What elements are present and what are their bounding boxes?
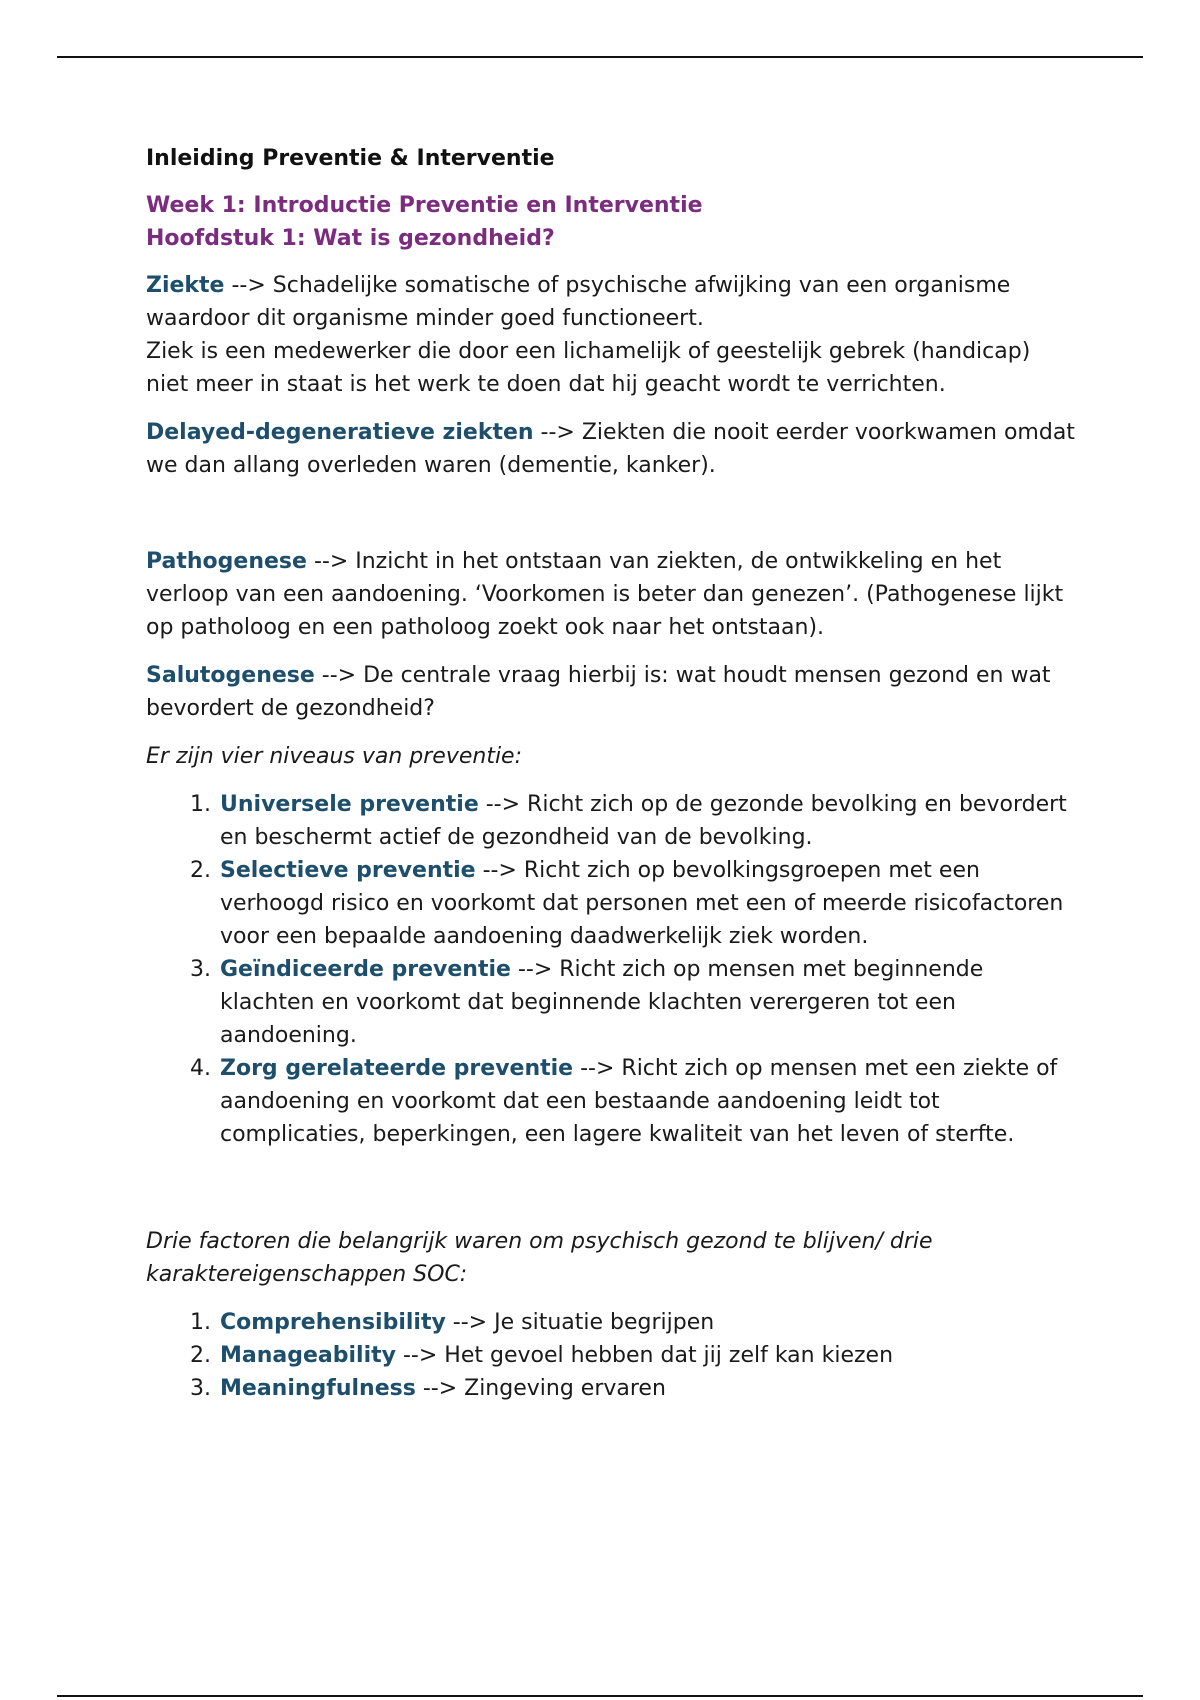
definition-term: Ziekte xyxy=(146,273,225,298)
document-body xyxy=(146,142,1076,1420)
list-item-text: --> Richt zich op mensen met een ziekte of aandoening en voorkomt dat een bestaande aandoening leidt tot complicaties, beperkingen, een lagere kwaliteit van het leven of sterfte. xyxy=(220,1056,1058,1147)
week-heading xyxy=(146,189,1076,255)
definition-text: --> Schadelijke somatische of psychische afwijking van een organisme waardoor dit organisme minder goed functioneert. xyxy=(146,273,1011,331)
list-item xyxy=(218,788,1076,854)
definition-delayed-degeneratieve-ziekten xyxy=(146,416,1076,482)
blank-line xyxy=(146,1166,1076,1225)
list-item-term: Meaningfulness xyxy=(220,1376,416,1401)
list-item-text: --> Zingeving ervaren xyxy=(415,1376,666,1401)
list-item-term: Comprehensibility xyxy=(220,1310,446,1335)
chapter-heading-line: Hoofdstuk 1: Wat is gezondheid? xyxy=(146,226,555,251)
list-item xyxy=(218,854,1076,953)
list-item-term: Manageability xyxy=(220,1343,396,1368)
list-item-text: --> Het gevoel hebben dat jij zelf kan kiezen xyxy=(396,1343,894,1368)
definition-salutogenese xyxy=(146,659,1076,725)
definition-extra-text: Ziek is een medewerker die door een lichamelijk of geestelijk gebrek (handicap) niet meer in staat is het werk te doen dat hij geacht wordt te verrichten. xyxy=(146,339,1031,397)
list-item xyxy=(218,1306,1076,1339)
prevention-intro: Er zijn vier niveaus van preventie: xyxy=(146,744,523,769)
list-item-text: --> Richt zich op bevolkingsgroepen met een verhoogd risico en voorkomt dat personen met een of meerde risicofactoren voor een bepaalde aandoening daadwerkelijk ziek worden. xyxy=(220,858,1064,949)
list-item xyxy=(218,1339,1076,1372)
blank-line xyxy=(146,497,1076,545)
definition-text: --> Inzicht in het ontstaan van ziekten, de ontwikkeling en het verloop van een aandoening. ‘Voorkomen is beter dan genezen’. (Pathogenese lijkt op patholoog en een patholoog zoekt ook naar het ontstaan). xyxy=(146,549,1064,640)
definition-text: --> Ziekten die nooit eerder voorkwamen omdat we dan allang overleden waren (dementie, kanker). xyxy=(146,420,1075,478)
list-item-text: --> Richt zich op de gezonde bevolking en bevordert en beschermt actief de gezondheid van de bevolking. xyxy=(220,792,1067,850)
soc-factors-list xyxy=(146,1306,1076,1405)
header-rule xyxy=(57,56,1143,58)
definition-pathogenese xyxy=(146,545,1076,644)
definition-ziekte xyxy=(146,269,1076,401)
footer-rule xyxy=(57,1695,1143,1697)
list-item-text: --> Richt zich op mensen met beginnende klachten en voorkomt dat beginnende klachten verergeren tot een aandoening. xyxy=(220,957,984,1048)
document-title: Inleiding Preventie & Interventie xyxy=(146,146,555,171)
list-item-term: Geïndiceerde preventie xyxy=(220,957,511,982)
definition-term: Delayed-degeneratieve ziekten xyxy=(146,420,534,445)
list-item xyxy=(218,1052,1076,1151)
list-item-text: --> Je situatie begrijpen xyxy=(445,1310,715,1335)
list-item-term: Universele preventie xyxy=(220,792,479,817)
list-item xyxy=(218,1372,1076,1405)
prevention-levels-list xyxy=(146,788,1076,1151)
list-item-term: Selectieve preventie xyxy=(220,858,476,883)
soc-intro: Drie factoren die belangrijk waren om psychisch gezond te blijven/ drie karaktereigenschappen SOC: xyxy=(146,1229,933,1287)
list-item-term: Zorg gerelateerde preventie xyxy=(220,1056,574,1081)
list-item xyxy=(218,953,1076,1052)
week-heading-line: Week 1: Introductie Preventie en Interventie xyxy=(146,193,703,218)
definition-term: Pathogenese xyxy=(146,549,307,574)
definition-text: --> De centrale vraag hierbij is: wat houdt mensen gezond en wat bevordert de gezondheid? xyxy=(146,663,1051,721)
definition-term: Salutogenese xyxy=(146,663,315,688)
